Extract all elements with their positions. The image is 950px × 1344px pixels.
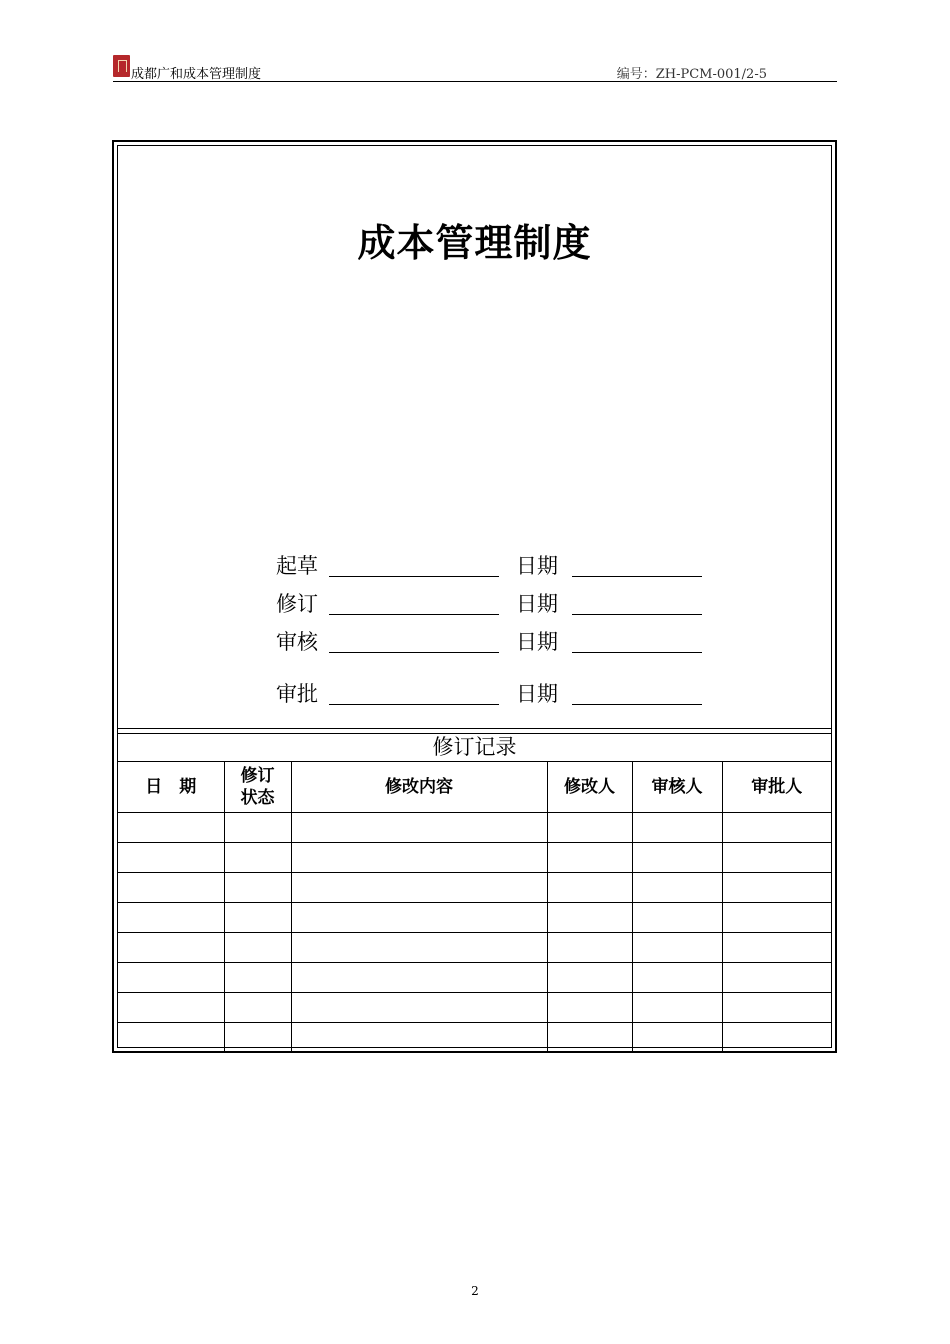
signature-row-revise — [276, 588, 706, 616]
table-cell[interactable] — [632, 873, 722, 903]
table-cell[interactable] — [224, 903, 291, 933]
table-cell[interactable] — [118, 873, 224, 903]
date-line[interactable] — [572, 614, 702, 615]
signature-label: 审核 — [276, 630, 318, 654]
table-cell[interactable] — [291, 873, 547, 903]
signature-label: 起草 — [276, 554, 318, 578]
column-header-status-line: 修订 — [240, 766, 275, 786]
signature-line[interactable] — [329, 704, 499, 705]
table-cell[interactable] — [118, 843, 224, 873]
table-cell[interactable] — [224, 873, 291, 903]
date-line[interactable] — [572, 576, 702, 577]
signature-row-review — [276, 626, 706, 654]
revision-record-title: 修订记录 — [118, 733, 831, 762]
signature-row-approve — [276, 678, 706, 706]
table-row — [118, 813, 831, 843]
column-header-modifier: 修改人 — [547, 762, 632, 813]
column-header-approver: 审批人 — [722, 762, 831, 813]
table-cell[interactable] — [224, 933, 291, 963]
company-logo-icon — [113, 55, 130, 77]
column-header-date: 日 期 — [118, 762, 224, 813]
date-label: 日期 — [516, 682, 558, 706]
signature-line[interactable] — [329, 614, 499, 615]
table-row — [118, 933, 831, 963]
table-cell[interactable] — [224, 813, 291, 843]
column-header-reviewer: 审核人 — [632, 762, 722, 813]
table-cell[interactable] — [722, 933, 831, 963]
signature-label: 修订 — [276, 592, 318, 616]
table-row — [118, 1023, 831, 1053]
column-header-content: 修改内容 — [291, 762, 547, 813]
column-header-status — [224, 762, 291, 813]
table-cell[interactable] — [722, 963, 831, 993]
document-inner-frame — [117, 145, 832, 1048]
table-cell[interactable] — [632, 933, 722, 963]
table-cell[interactable] — [224, 1023, 291, 1053]
table-cell[interactable] — [291, 1023, 547, 1053]
table-header-row — [118, 762, 831, 813]
table-cell[interactable] — [632, 963, 722, 993]
table-cell[interactable] — [722, 873, 831, 903]
table-cell[interactable] — [722, 1023, 831, 1053]
document-title: 成本管理制度 — [357, 221, 592, 265]
header-document-number: 编号：ZH-PCM-001/2-5 — [616, 67, 767, 82]
table-cell[interactable] — [547, 843, 632, 873]
date-label: 日期 — [516, 630, 558, 654]
table-cell[interactable] — [547, 993, 632, 1023]
table-cell[interactable] — [118, 903, 224, 933]
table-cell[interactable] — [547, 963, 632, 993]
signature-line[interactable] — [329, 576, 499, 577]
table-row — [118, 993, 831, 1023]
date-label: 日期 — [516, 554, 558, 578]
page-number: 2 — [471, 1284, 479, 1298]
table-cell[interactable] — [291, 903, 547, 933]
table-cell[interactable] — [547, 903, 632, 933]
table-row — [118, 903, 831, 933]
page-header — [113, 55, 837, 82]
table-cell[interactable] — [632, 843, 722, 873]
revision-record-table — [118, 762, 831, 1052]
table-cell[interactable] — [291, 993, 547, 1023]
table-cell[interactable] — [547, 933, 632, 963]
table-cell[interactable] — [632, 993, 722, 1023]
table-cell[interactable] — [224, 843, 291, 873]
table-cell[interactable] — [118, 993, 224, 1023]
date-line[interactable] — [572, 652, 702, 653]
table-cell[interactable] — [632, 813, 722, 843]
table-cell[interactable] — [722, 903, 831, 933]
table-cell[interactable] — [547, 873, 632, 903]
revision-record-section — [118, 728, 831, 1047]
table-row — [118, 843, 831, 873]
table-cell[interactable] — [118, 963, 224, 993]
table-cell[interactable] — [291, 963, 547, 993]
table-cell[interactable] — [722, 843, 831, 873]
table-cell[interactable] — [118, 813, 224, 843]
table-cell[interactable] — [291, 933, 547, 963]
table-cell[interactable] — [224, 963, 291, 993]
table-cell[interactable] — [632, 1023, 722, 1053]
table-cell[interactable] — [722, 993, 831, 1023]
signature-label: 审批 — [276, 682, 318, 706]
column-header-status-line: 状态 — [240, 788, 275, 808]
table-cell[interactable] — [118, 933, 224, 963]
table-cell[interactable] — [291, 843, 547, 873]
signature-line[interactable] — [329, 652, 499, 653]
table-cell[interactable] — [291, 813, 547, 843]
header-document-name: 成都广和成本管理制度 — [131, 67, 262, 82]
table-cell[interactable] — [632, 903, 722, 933]
date-label: 日期 — [516, 592, 558, 616]
table-cell[interactable] — [722, 813, 831, 843]
date-line[interactable] — [572, 704, 702, 705]
document-frame — [112, 140, 837, 1053]
table-row — [118, 873, 831, 903]
table-cell[interactable] — [224, 993, 291, 1023]
table-cell[interactable] — [118, 1023, 224, 1053]
signature-row-draft — [276, 550, 706, 578]
table-cell[interactable] — [547, 1023, 632, 1053]
table-row — [118, 963, 831, 993]
table-cell[interactable] — [547, 813, 632, 843]
